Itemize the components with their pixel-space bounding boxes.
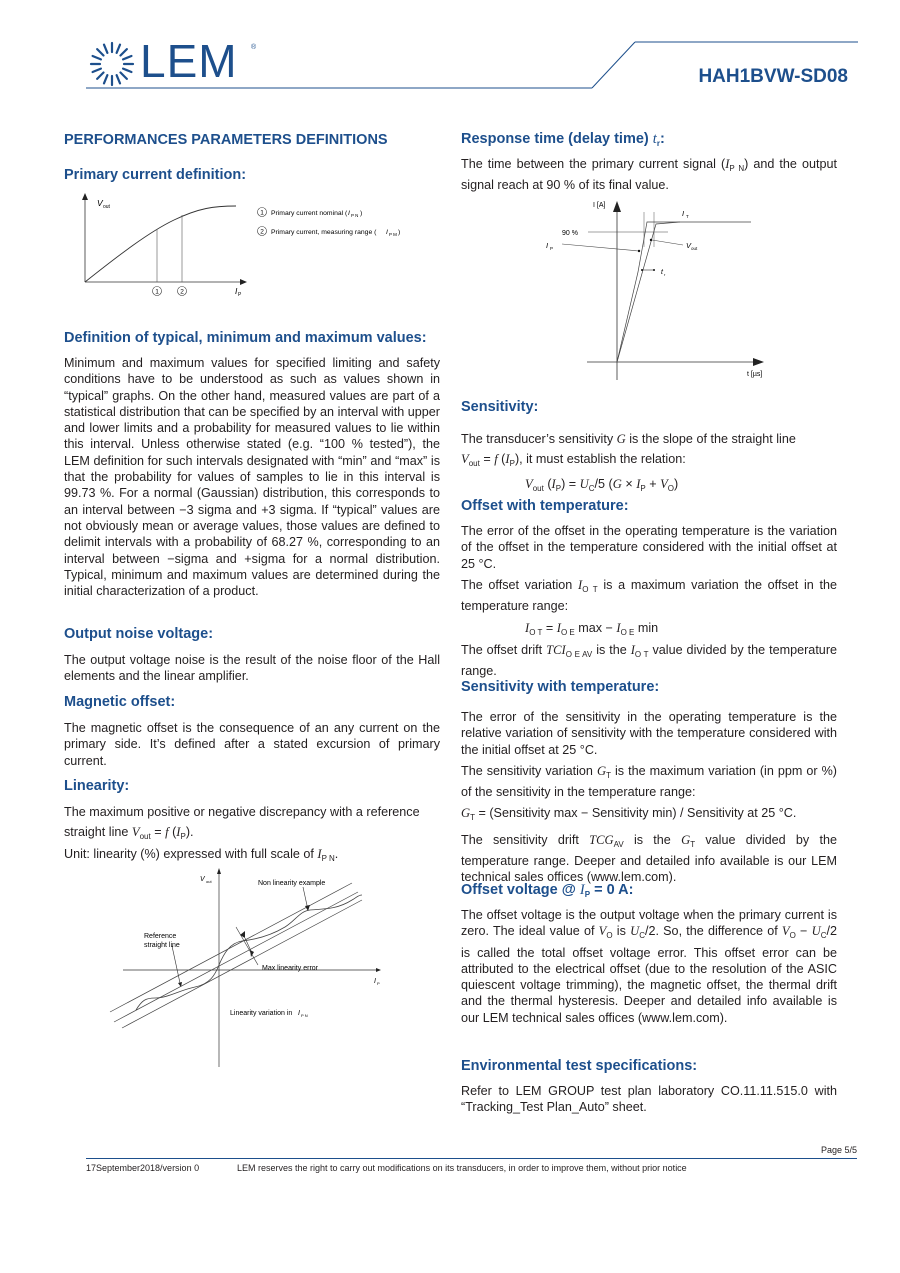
reference-line	[114, 892, 358, 1022]
x-axis-arrow-icon	[376, 968, 381, 972]
magnetic-offset-body: The magnetic offset is the consequence of an any current on the primary side. It’s defined after a stated excursion of primary current.	[64, 721, 440, 768]
svg-text:P: P	[377, 981, 380, 986]
svg-text:1: 1	[260, 209, 264, 217]
svg-text:V: V	[200, 876, 205, 883]
svg-text:I: I	[682, 209, 685, 218]
sensitivity-temperature-body: The error of the sensitivity in the operating temperature is the relative variation of sensitivity with the temperature considered with the initial offset at 25 °C. The sensitivity variation $G_T$ is the maximum variation (in ppm or %) of the sensitivity in the temperature range: $G_T$ = (Sensitivity max − Sensitivity min) / Sensitivity at 25 °C. The sensitivity drift $TCG_{AV}$ is the $G_T$ value divided by the temperature range. Deeper and detailed info available is our LEM technical sales offices (www.lem.com).	[461, 710, 838, 885]
page-number: Page 5/5	[820, 1145, 857, 1155]
svg-text:P: P	[238, 292, 242, 298]
footer-notice: LEM reserves the right to carry out modifications on its transducers, in order to improve them, without prior notice	[237, 1163, 687, 1173]
lower-bound-line	[122, 900, 362, 1028]
y-axis-arrow-icon	[613, 201, 621, 212]
page-title: PERFORMANCES PARAMETERS DEFINITIONS	[64, 132, 388, 148]
response-time-heading: Response time (delay time) $t_r$:	[461, 131, 665, 148]
svg-text:2: 2	[180, 288, 184, 296]
product-code: HAH1BVW-SD08	[698, 66, 848, 87]
primary-current-figure	[64, 190, 444, 305]
svg-text:P N: P N	[301, 1013, 308, 1018]
svg-text:I [A]: I [A]	[593, 202, 606, 209]
svg-text:I: I	[546, 241, 549, 250]
offset-formula: $I_{O T} = I_{O E}$ $\max - I_{O E}$ min	[525, 621, 659, 638]
svg-text:straight line: straight line	[144, 942, 180, 949]
svg-text:): )	[360, 210, 363, 217]
svg-text:1: 1	[155, 288, 159, 296]
svg-text:P M: P M	[389, 232, 397, 237]
sensitivity-formula: $V_{out}$ $(I_P) = U_C/5$ $(G \times I_P + V_O)$	[525, 477, 679, 493]
svg-text:t: t	[661, 269, 663, 276]
svg-text:I: I	[374, 978, 376, 985]
svg-text:P: P	[550, 246, 554, 251]
header	[0, 0, 900, 100]
legend-2: Primary current, measuring range (	[271, 229, 377, 236]
svg-text:out: out	[691, 246, 698, 251]
max-error-label: Max linearity error	[262, 965, 319, 972]
svg-text:): )	[398, 229, 401, 236]
x-axis-arrow-icon	[240, 279, 247, 285]
linearity-body: The maximum positive or negative discrepancy with a reference straight line $V_{out} = f$ $(I_P)$. Unit: linearity (%) expressed with full scale of $I_{P N}$.	[64, 805, 420, 863]
svg-text:I: I	[235, 286, 238, 296]
svg-text:t [µs]: t [µs]	[747, 371, 763, 378]
nonlinearity-label: Non linearity example	[258, 880, 326, 887]
offset-voltage-heading: Offset voltage @ $I_P = 0$ A:	[461, 882, 634, 899]
magnetic-offset-heading: Magnetic offset:	[64, 694, 176, 710]
environmental-body: Refer to LEM GROUP test plan laboratory CO.11.11.515.0 with “Tracking_Test Plan_Auto” sheet.	[461, 1084, 837, 1115]
sensitivity-heading: Sensitivity:	[461, 399, 539, 415]
response-time-figure	[540, 190, 780, 385]
svg-text:V: V	[686, 241, 692, 250]
environmental-heading: Environmental test specifications:	[461, 1058, 698, 1074]
svg-text:I: I	[298, 1010, 300, 1017]
primary-current-heading: Primary current definition:	[64, 167, 247, 183]
response-time-body: The time between the primary current signal $(I_{P N})$ and the output signal reach at 90 % of its final value.	[461, 157, 837, 193]
svg-text:V: V	[97, 198, 103, 208]
variation-label: Linearity variation in	[230, 1010, 293, 1017]
nonlinearity-curve	[136, 895, 362, 1010]
sensitivity-body: The transducer’s sensitivity G is the slope of the straight line $V_{out} = f$ $(I_P)$, it must establish the relation: $V_{out}$ $(I_P) = U_C/5$ $(G \times I_P + V_O)$	[461, 429, 837, 499]
sensitivity-temperature-heading: Sensitivity with temperature:	[461, 679, 660, 695]
reference-label: Reference	[144, 933, 177, 940]
svg-text:out: out	[103, 204, 110, 210]
linearity-heading: Linearity:	[64, 778, 130, 794]
svg-text:P N: P N	[351, 213, 359, 218]
svg-text:90 %: 90 %	[562, 230, 578, 237]
legend-1: Primary current nominal (	[271, 210, 348, 217]
registered-mark: ®	[251, 44, 257, 51]
output-noise-body: The output voltage noise is the result of the noise floor of the Hall elements and the linear amplifier.	[64, 653, 440, 684]
y-axis-arrow-icon	[82, 193, 88, 200]
svg-text:I: I	[386, 229, 388, 236]
offset-temperature-heading: Offset with temperature:	[461, 498, 629, 514]
svg-text:r: r	[664, 272, 666, 277]
output-noise-heading: Output noise voltage:	[64, 626, 214, 642]
typical-values-body: Minimum and maximum values for specified limiting and safety conditions have to be understood as such as values shown in “typical” graphs. On the other hand, measured values are part of a statistical distribution that can be specified by an interval with upper and lower limits and a probability for measured values to lie within this interval. Unless otherwise stated (e.g. “100 % tested”), the LEM definition for such intervals designated with “min” and “max” is that the probability for values of samples to lie in this interval is 99.73 %. For a normal (Gaussian) distribution, this corresponds to an interval between −3 sigma and +3 sigma. If “typical” values are not obviously mean or average values, those values are defined to delimit intervals with a probability of 68.27 %, corresponding to an interval between −sigma and +sigma for a normal distribution. Typical, minimum and maximum values are determined during the initial characterization of a product.	[64, 356, 440, 599]
footer-rule	[86, 1158, 857, 1159]
lem-logo-text: LEM	[140, 35, 238, 87]
svg-text:2: 2	[260, 228, 264, 236]
svg-text:out: out	[206, 879, 212, 884]
transfer-curve	[85, 206, 236, 282]
svg-text:T: T	[686, 214, 689, 219]
offset-temperature-body: The error of the offset in the operating temperature is the variation of the offset in the temperature considered with the initial offset at 25 °C. The offset variation $I_{O T}$ is a maximum variation the offset in the temperature range: $I_{O T} = I_{O E}$ $\max - I_{O E}$ min The offset drift $TCI_{O E AV}$ is the $I_{O T}$ value divided by the temperature range.	[461, 524, 838, 679]
offset-voltage-body: The offset voltage is the output voltage when the primary current is zero. The ideal value of $V_O$ is $U_C/2$. So, the difference of $V_O - U_C/2$ is called the total offset voltage error. This offset error can be attributed to the electrical offset (due to the resolution of the ASIC quiescent voltage trimming), the magnetic offset, the thermal drift and the thermal hysteresis. Deeper and detailed info available is our LEM technical sales offices (www.lem.com).	[461, 908, 838, 1025]
typical-values-heading: Definition of typical, minimum and maximum values:	[64, 330, 427, 346]
footer-date: 17September2018/version 0	[86, 1163, 200, 1173]
linearity-figure	[100, 865, 400, 1075]
x-axis-arrow-icon	[753, 358, 764, 366]
svg-text:I: I	[348, 210, 350, 217]
y-axis-arrow-icon	[217, 868, 221, 874]
